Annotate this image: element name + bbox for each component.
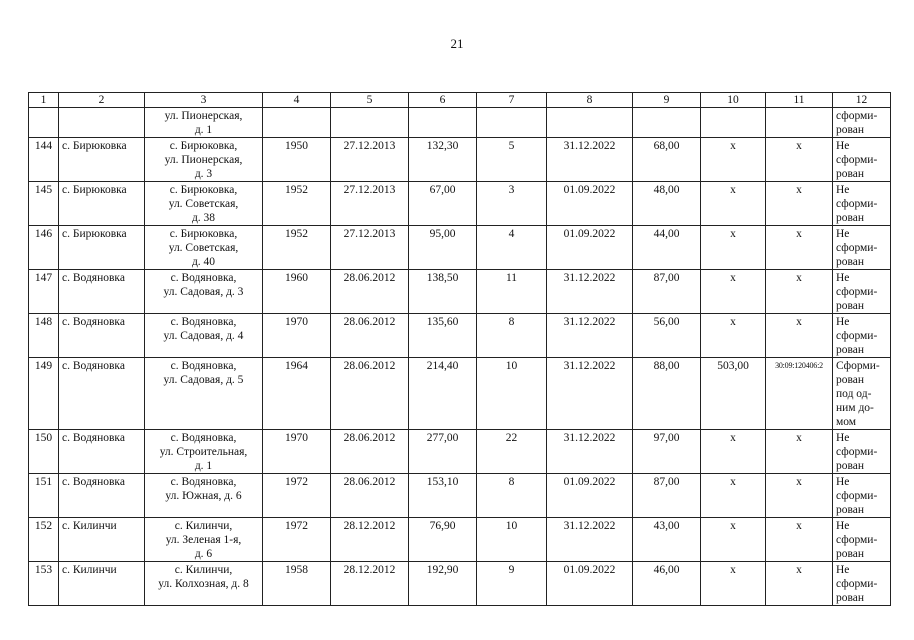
cell-settlement: с. Бирюковка xyxy=(59,138,145,182)
cell-relocation-date: 31.12.2022 xyxy=(547,138,633,182)
cell-row-number xyxy=(29,108,59,138)
cell-line: с. Водяновка, xyxy=(170,476,237,488)
cell-land-area: 43,00 xyxy=(633,518,701,562)
cell-land-plot-area: x xyxy=(701,226,766,270)
cell-row-number: 146 xyxy=(29,226,59,270)
cell-year-built: 1964 xyxy=(263,358,331,430)
cell-year-built xyxy=(263,108,331,138)
cell-land-area: 87,00 xyxy=(633,270,701,314)
cell-land-status xyxy=(833,518,891,562)
cell-line: рован xyxy=(836,460,865,472)
cell-address xyxy=(145,358,263,430)
cell-row-number: 151 xyxy=(29,474,59,518)
table-row xyxy=(29,270,891,314)
cell-recognition-date: 27.12.2013 xyxy=(331,182,409,226)
cell-year-built: 1950 xyxy=(263,138,331,182)
cell-address xyxy=(145,270,263,314)
table-row xyxy=(29,108,891,138)
cell-cadastral-number: x xyxy=(766,474,833,518)
cell-recognition-date: 28.06.2012 xyxy=(331,314,409,358)
cell-line: с. Бирюковка, xyxy=(169,140,238,152)
cell-land-plot-area: x xyxy=(701,314,766,358)
cell-relocation-date: 01.09.2022 xyxy=(547,226,633,270)
cell-line: сформи- xyxy=(836,154,878,166)
cell-line: д. 40 xyxy=(191,256,216,268)
cell-relocation-date: 31.12.2022 xyxy=(547,518,633,562)
cell-area: 76,90 xyxy=(409,518,477,562)
cell-line: ул. Строительная, xyxy=(159,446,248,458)
cell-land-plot-area xyxy=(701,108,766,138)
cell-area: 135,60 xyxy=(409,314,477,358)
cell-line: ним до- xyxy=(836,402,874,414)
cell-line: ул. Южная, д. 6 xyxy=(165,490,242,502)
cell-line: рован xyxy=(836,374,865,386)
cell-area: 192,90 xyxy=(409,562,477,606)
cell-line: Не xyxy=(836,228,850,240)
cell-cadastral-number: x xyxy=(766,562,833,606)
cell-year-built: 1972 xyxy=(263,518,331,562)
cell-line: с. Бирюковка, xyxy=(169,184,238,196)
cell-line: д. 6 xyxy=(194,548,213,560)
cell-line: под од- xyxy=(836,388,872,400)
column-header-4: 4 xyxy=(263,93,331,108)
cell-relocation-date: 31.12.2022 xyxy=(547,358,633,430)
cell-row-number: 144 xyxy=(29,138,59,182)
cell-settlement: с. Водяновка xyxy=(59,314,145,358)
cell-land-status xyxy=(833,138,891,182)
cell-residents: 4 xyxy=(477,226,547,270)
column-header-10: 10 xyxy=(701,93,766,108)
cell-land-plot-area: 503,00 xyxy=(701,358,766,430)
cell-line: ул. Колхозная, д. 8 xyxy=(158,578,249,590)
cell-area: 214,40 xyxy=(409,358,477,430)
cell-line: с. Водяновка, xyxy=(170,360,237,372)
cell-line: рован xyxy=(836,548,865,560)
cell-settlement xyxy=(59,108,145,138)
cell-cadastral-number: x xyxy=(766,182,833,226)
cell-line: с. Килинчи, xyxy=(174,520,233,532)
cell-year-built: 1970 xyxy=(263,430,331,474)
cell-land-area: 44,00 xyxy=(633,226,701,270)
cell-line: ул. Садовая, д. 4 xyxy=(163,330,244,342)
cell-land-plot-area: x xyxy=(701,138,766,182)
cell-row-number: 145 xyxy=(29,182,59,226)
cell-recognition-date: 28.06.2012 xyxy=(331,358,409,430)
cell-land-status xyxy=(833,358,891,430)
cell-line: Сформи- xyxy=(836,360,880,372)
cell-address xyxy=(145,226,263,270)
table-row xyxy=(29,562,891,606)
column-header-8: 8 xyxy=(547,93,633,108)
cell-land-status xyxy=(833,474,891,518)
cell-cadastral-number: x xyxy=(766,518,833,562)
cell-row-number: 147 xyxy=(29,270,59,314)
cell-residents: 3 xyxy=(477,182,547,226)
cell-line: Не xyxy=(836,564,850,576)
cell-line: рован xyxy=(836,256,865,268)
cell-line: ул. Советская, xyxy=(168,242,239,254)
cell-address xyxy=(145,430,263,474)
cell-year-built: 1972 xyxy=(263,474,331,518)
cell-address xyxy=(145,108,263,138)
cell-recognition-date: 28.12.2012 xyxy=(331,562,409,606)
table-row xyxy=(29,138,891,182)
cell-settlement: с. Водяновка xyxy=(59,358,145,430)
cell-land-area: 88,00 xyxy=(633,358,701,430)
cell-line: сформи- xyxy=(836,490,878,502)
cell-line: Не xyxy=(836,272,850,284)
cell-area: 95,00 xyxy=(409,226,477,270)
cell-line: д. 1 xyxy=(194,124,213,136)
cell-line: ул. Пионерская, xyxy=(164,110,243,122)
column-header-11: 11 xyxy=(766,93,833,108)
cell-line: сформи- xyxy=(836,198,878,210)
cell-settlement: с. Бирюковка xyxy=(59,226,145,270)
cell-recognition-date: 27.12.2013 xyxy=(331,138,409,182)
cell-residents xyxy=(477,108,547,138)
table-body xyxy=(29,93,891,606)
column-header-12: 12 xyxy=(833,93,891,108)
column-header-3: 3 xyxy=(145,93,263,108)
cell-address xyxy=(145,314,263,358)
column-header-2: 2 xyxy=(59,93,145,108)
page-number: 21 xyxy=(450,36,464,51)
cell-line: с. Водяновка, xyxy=(170,316,237,328)
cell-line: рован xyxy=(836,212,865,224)
cell-recognition-date: 27.12.2013 xyxy=(331,226,409,270)
cell-row-number: 149 xyxy=(29,358,59,430)
column-header-9: 9 xyxy=(633,93,701,108)
table-row xyxy=(29,474,891,518)
cell-cadastral-number: x xyxy=(766,430,833,474)
cell-line: ул. Пионерская, xyxy=(164,154,243,166)
cell-relocation-date: 31.12.2022 xyxy=(547,430,633,474)
cell-line: д. 38 xyxy=(191,212,216,224)
cell-land-plot-area: x xyxy=(701,430,766,474)
cell-address xyxy=(145,474,263,518)
table-row xyxy=(29,518,891,562)
cell-line: сформи- xyxy=(836,110,878,122)
cell-cadastral-number xyxy=(766,108,833,138)
cell-line: с. Бирюковка, xyxy=(169,228,238,240)
cell-land-status xyxy=(833,430,891,474)
cell-relocation-date: 01.09.2022 xyxy=(547,474,633,518)
cell-land-area: 48,00 xyxy=(633,182,701,226)
cell-year-built: 1958 xyxy=(263,562,331,606)
cell-land-area xyxy=(633,108,701,138)
cell-land-area: 87,00 xyxy=(633,474,701,518)
cell-cadastral-number: x xyxy=(766,270,833,314)
cell-line: Не xyxy=(836,184,850,196)
cell-land-plot-area: x xyxy=(701,182,766,226)
housing-registry-table xyxy=(28,92,891,606)
cell-line: сформи- xyxy=(836,446,878,458)
cell-row-number: 153 xyxy=(29,562,59,606)
cell-row-number: 152 xyxy=(29,518,59,562)
cell-row-number: 148 xyxy=(29,314,59,358)
cell-residents: 11 xyxy=(477,270,547,314)
cell-line: ул. Садовая, д. 5 xyxy=(163,374,244,386)
cell-relocation-date xyxy=(547,108,633,138)
cell-recognition-date: 28.06.2012 xyxy=(331,430,409,474)
cell-land-area: 97,00 xyxy=(633,430,701,474)
cell-line: сформи- xyxy=(836,534,878,546)
cell-line: ул. Советская, xyxy=(168,198,239,210)
cell-address xyxy=(145,182,263,226)
cell-land-status xyxy=(833,270,891,314)
cell-area: 277,00 xyxy=(409,430,477,474)
column-header-6: 6 xyxy=(409,93,477,108)
cell-area: 132,30 xyxy=(409,138,477,182)
cell-line: сформи- xyxy=(836,330,878,342)
column-header-5: 5 xyxy=(331,93,409,108)
cell-address xyxy=(145,138,263,182)
cell-line: рован xyxy=(836,300,865,312)
cell-recognition-date: 28.12.2012 xyxy=(331,518,409,562)
cell-line: с. Водяновка, xyxy=(170,272,237,284)
cell-settlement: с. Водяновка xyxy=(59,474,145,518)
cell-line: мом xyxy=(836,416,857,428)
cell-line: Не xyxy=(836,476,850,488)
cell-line: д. 3 xyxy=(194,168,213,180)
cell-settlement: с. Водяновка xyxy=(59,270,145,314)
cell-settlement: с. Килинчи xyxy=(59,562,145,606)
cell-year-built: 1952 xyxy=(263,182,331,226)
cell-residents: 8 xyxy=(477,314,547,358)
cell-year-built: 1960 xyxy=(263,270,331,314)
cell-row-number: 150 xyxy=(29,430,59,474)
cell-cadastral-number: x xyxy=(766,138,833,182)
cell-address xyxy=(145,518,263,562)
cell-settlement: с. Бирюковка xyxy=(59,182,145,226)
cell-land-plot-area: x xyxy=(701,562,766,606)
cell-line: с. Килинчи, xyxy=(174,564,233,576)
cell-land-status xyxy=(833,314,891,358)
cell-residents: 10 xyxy=(477,518,547,562)
header-row xyxy=(29,93,891,108)
cell-address xyxy=(145,562,263,606)
cell-line: сформи- xyxy=(836,578,878,590)
cell-line: Не xyxy=(836,316,850,328)
cell-line: ул. Зеленая 1-я, xyxy=(165,534,242,546)
cell-line: рован xyxy=(836,504,865,516)
cell-line: рован xyxy=(836,344,865,356)
cell-residents: 9 xyxy=(477,562,547,606)
cell-residents: 10 xyxy=(477,358,547,430)
table-row xyxy=(29,430,891,474)
cell-year-built: 1952 xyxy=(263,226,331,270)
cell-land-plot-area: x xyxy=(701,518,766,562)
cell-relocation-date: 01.09.2022 xyxy=(547,562,633,606)
cell-line: с. Водяновка, xyxy=(170,432,237,444)
cell-residents: 5 xyxy=(477,138,547,182)
cell-line: рован xyxy=(836,592,865,604)
cell-line: рован xyxy=(836,124,865,136)
cell-line: рован xyxy=(836,168,865,180)
cell-land-status xyxy=(833,226,891,270)
cell-land-plot-area: x xyxy=(701,474,766,518)
cell-recognition-date: 28.06.2012 xyxy=(331,270,409,314)
cell-settlement: с. Килинчи xyxy=(59,518,145,562)
cell-land-area: 68,00 xyxy=(633,138,701,182)
cell-line: Не xyxy=(836,520,850,532)
cell-relocation-date: 31.12.2022 xyxy=(547,270,633,314)
cell-relocation-date: 31.12.2022 xyxy=(547,314,633,358)
cell-area: 138,50 xyxy=(409,270,477,314)
cell-recognition-date: 28.06.2012 xyxy=(331,474,409,518)
cell-line: Не xyxy=(836,140,850,152)
cell-cadastral-number: x xyxy=(766,314,833,358)
cell-area: 153,10 xyxy=(409,474,477,518)
cell-line: Не xyxy=(836,432,850,444)
table-row xyxy=(29,182,891,226)
table-row xyxy=(29,226,891,270)
cell-line: ул. Садовая, д. 3 xyxy=(163,286,244,298)
cell-land-status xyxy=(833,108,891,138)
cell-settlement: с. Водяновка xyxy=(59,430,145,474)
cell-land-area: 56,00 xyxy=(633,314,701,358)
cell-cadastral-number: 30:09:120406:2 xyxy=(766,358,833,430)
cell-year-built: 1970 xyxy=(263,314,331,358)
cell-line: сформи- xyxy=(836,242,878,254)
cell-area xyxy=(409,108,477,138)
cell-land-area: 46,00 xyxy=(633,562,701,606)
cell-line: д. 1 xyxy=(194,460,213,472)
cell-area: 67,00 xyxy=(409,182,477,226)
cell-residents: 22 xyxy=(477,430,547,474)
cell-land-plot-area: x xyxy=(701,270,766,314)
table-row xyxy=(29,358,891,430)
cell-cadastral-number: x xyxy=(766,226,833,270)
table-row xyxy=(29,314,891,358)
cell-residents: 8 xyxy=(477,474,547,518)
cell-relocation-date: 01.09.2022 xyxy=(547,182,633,226)
cell-land-status xyxy=(833,182,891,226)
column-header-1: 1 xyxy=(29,93,59,108)
cell-land-status xyxy=(833,562,891,606)
column-header-7: 7 xyxy=(477,93,547,108)
cell-recognition-date xyxy=(331,108,409,138)
cell-line: сформи- xyxy=(836,286,878,298)
